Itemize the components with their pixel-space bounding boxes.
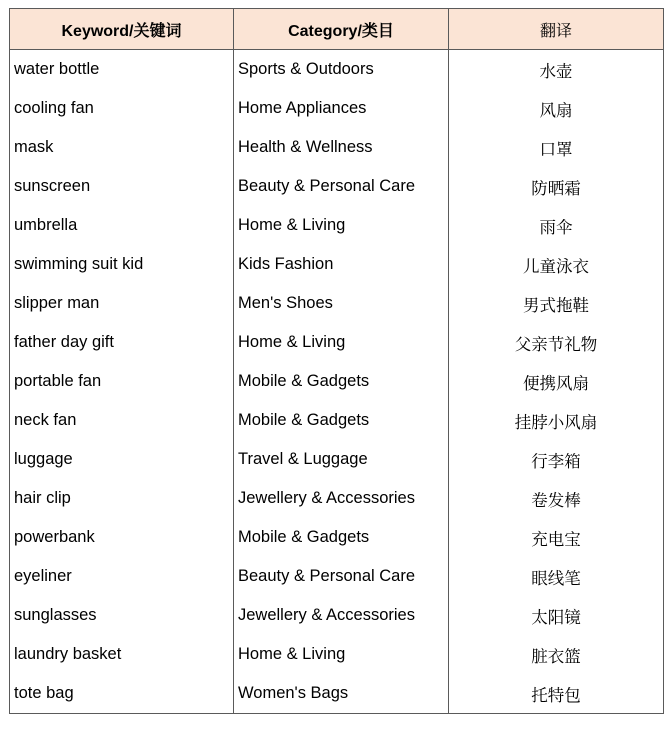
translation-cell: 挂脖小风扇 <box>449 401 664 440</box>
table-row <box>10 167 664 206</box>
header-translation: 翻译 <box>449 9 664 50</box>
table-row <box>10 596 664 635</box>
table-row <box>10 245 664 284</box>
translation-cell: 水壶 <box>449 50 664 90</box>
category-cell: Home & Living <box>234 323 449 362</box>
translation-cell: 便携风扇 <box>449 362 664 401</box>
category-cell: Jewellery & Accessories <box>234 596 449 635</box>
table-row <box>10 479 664 518</box>
table-row <box>10 401 664 440</box>
translation-cell: 眼线笔 <box>449 557 664 596</box>
category-cell: Mobile & Gadgets <box>234 401 449 440</box>
category-cell: Kids Fashion <box>234 245 449 284</box>
keyword-cell: powerbank <box>10 518 234 557</box>
translation-cell: 儿童泳衣 <box>449 245 664 284</box>
keyword-cell: hair clip <box>10 479 234 518</box>
category-cell: Travel & Luggage <box>234 440 449 479</box>
keyword-cell: mask <box>10 128 234 167</box>
translation-cell: 男式拖鞋 <box>449 284 664 323</box>
table-row <box>10 518 664 557</box>
category-cell: Mobile & Gadgets <box>234 518 449 557</box>
translation-cell: 雨伞 <box>449 206 664 245</box>
translation-cell: 口罩 <box>449 128 664 167</box>
table-body <box>10 50 664 714</box>
table-header <box>10 9 664 50</box>
header-keyword: Keyword/关键词 <box>10 9 234 50</box>
keyword-cell: slipper man <box>10 284 234 323</box>
translation-cell: 防晒霜 <box>449 167 664 206</box>
keyword-cell: swimming suit kid <box>10 245 234 284</box>
table-row <box>10 674 664 714</box>
keyword-cell: sunglasses <box>10 596 234 635</box>
translation-cell: 太阳镜 <box>449 596 664 635</box>
category-cell: Beauty & Personal Care <box>234 557 449 596</box>
header-category: Category/类目 <box>234 9 449 50</box>
table-row <box>10 128 664 167</box>
keyword-cell: neck fan <box>10 401 234 440</box>
keyword-cell: water bottle <box>10 50 234 90</box>
category-cell: Beauty & Personal Care <box>234 167 449 206</box>
translation-cell: 充电宝 <box>449 518 664 557</box>
keyword-cell: tote bag <box>10 674 234 714</box>
keyword-cell: cooling fan <box>10 89 234 128</box>
table-row <box>10 206 664 245</box>
keyword-cell: umbrella <box>10 206 234 245</box>
category-cell: Jewellery & Accessories <box>234 479 449 518</box>
translation-cell: 父亲节礼物 <box>449 323 664 362</box>
keyword-cell: sunscreen <box>10 167 234 206</box>
table-row <box>10 284 664 323</box>
table-row <box>10 557 664 596</box>
table-row <box>10 440 664 479</box>
header-row <box>10 9 664 50</box>
category-cell: Home Appliances <box>234 89 449 128</box>
table-row <box>10 362 664 401</box>
table-row <box>10 323 664 362</box>
keyword-cell: portable fan <box>10 362 234 401</box>
keyword-cell: laundry basket <box>10 635 234 674</box>
keyword-cell: eyeliner <box>10 557 234 596</box>
translation-cell: 风扇 <box>449 89 664 128</box>
category-cell: Men's Shoes <box>234 284 449 323</box>
table-row <box>10 50 664 90</box>
category-cell: Women's Bags <box>234 674 449 714</box>
translation-cell: 托特包 <box>449 674 664 714</box>
table-row <box>10 635 664 674</box>
keyword-table <box>9 8 664 714</box>
category-cell: Home & Living <box>234 635 449 674</box>
category-cell: Home & Living <box>234 206 449 245</box>
translation-cell: 脏衣篮 <box>449 635 664 674</box>
table-row <box>10 89 664 128</box>
translation-cell: 卷发棒 <box>449 479 664 518</box>
category-cell: Mobile & Gadgets <box>234 362 449 401</box>
keyword-cell: father day gift <box>10 323 234 362</box>
keyword-cell: luggage <box>10 440 234 479</box>
category-cell: Sports & Outdoors <box>234 50 449 90</box>
translation-cell: 行李箱 <box>449 440 664 479</box>
category-cell: Health & Wellness <box>234 128 449 167</box>
